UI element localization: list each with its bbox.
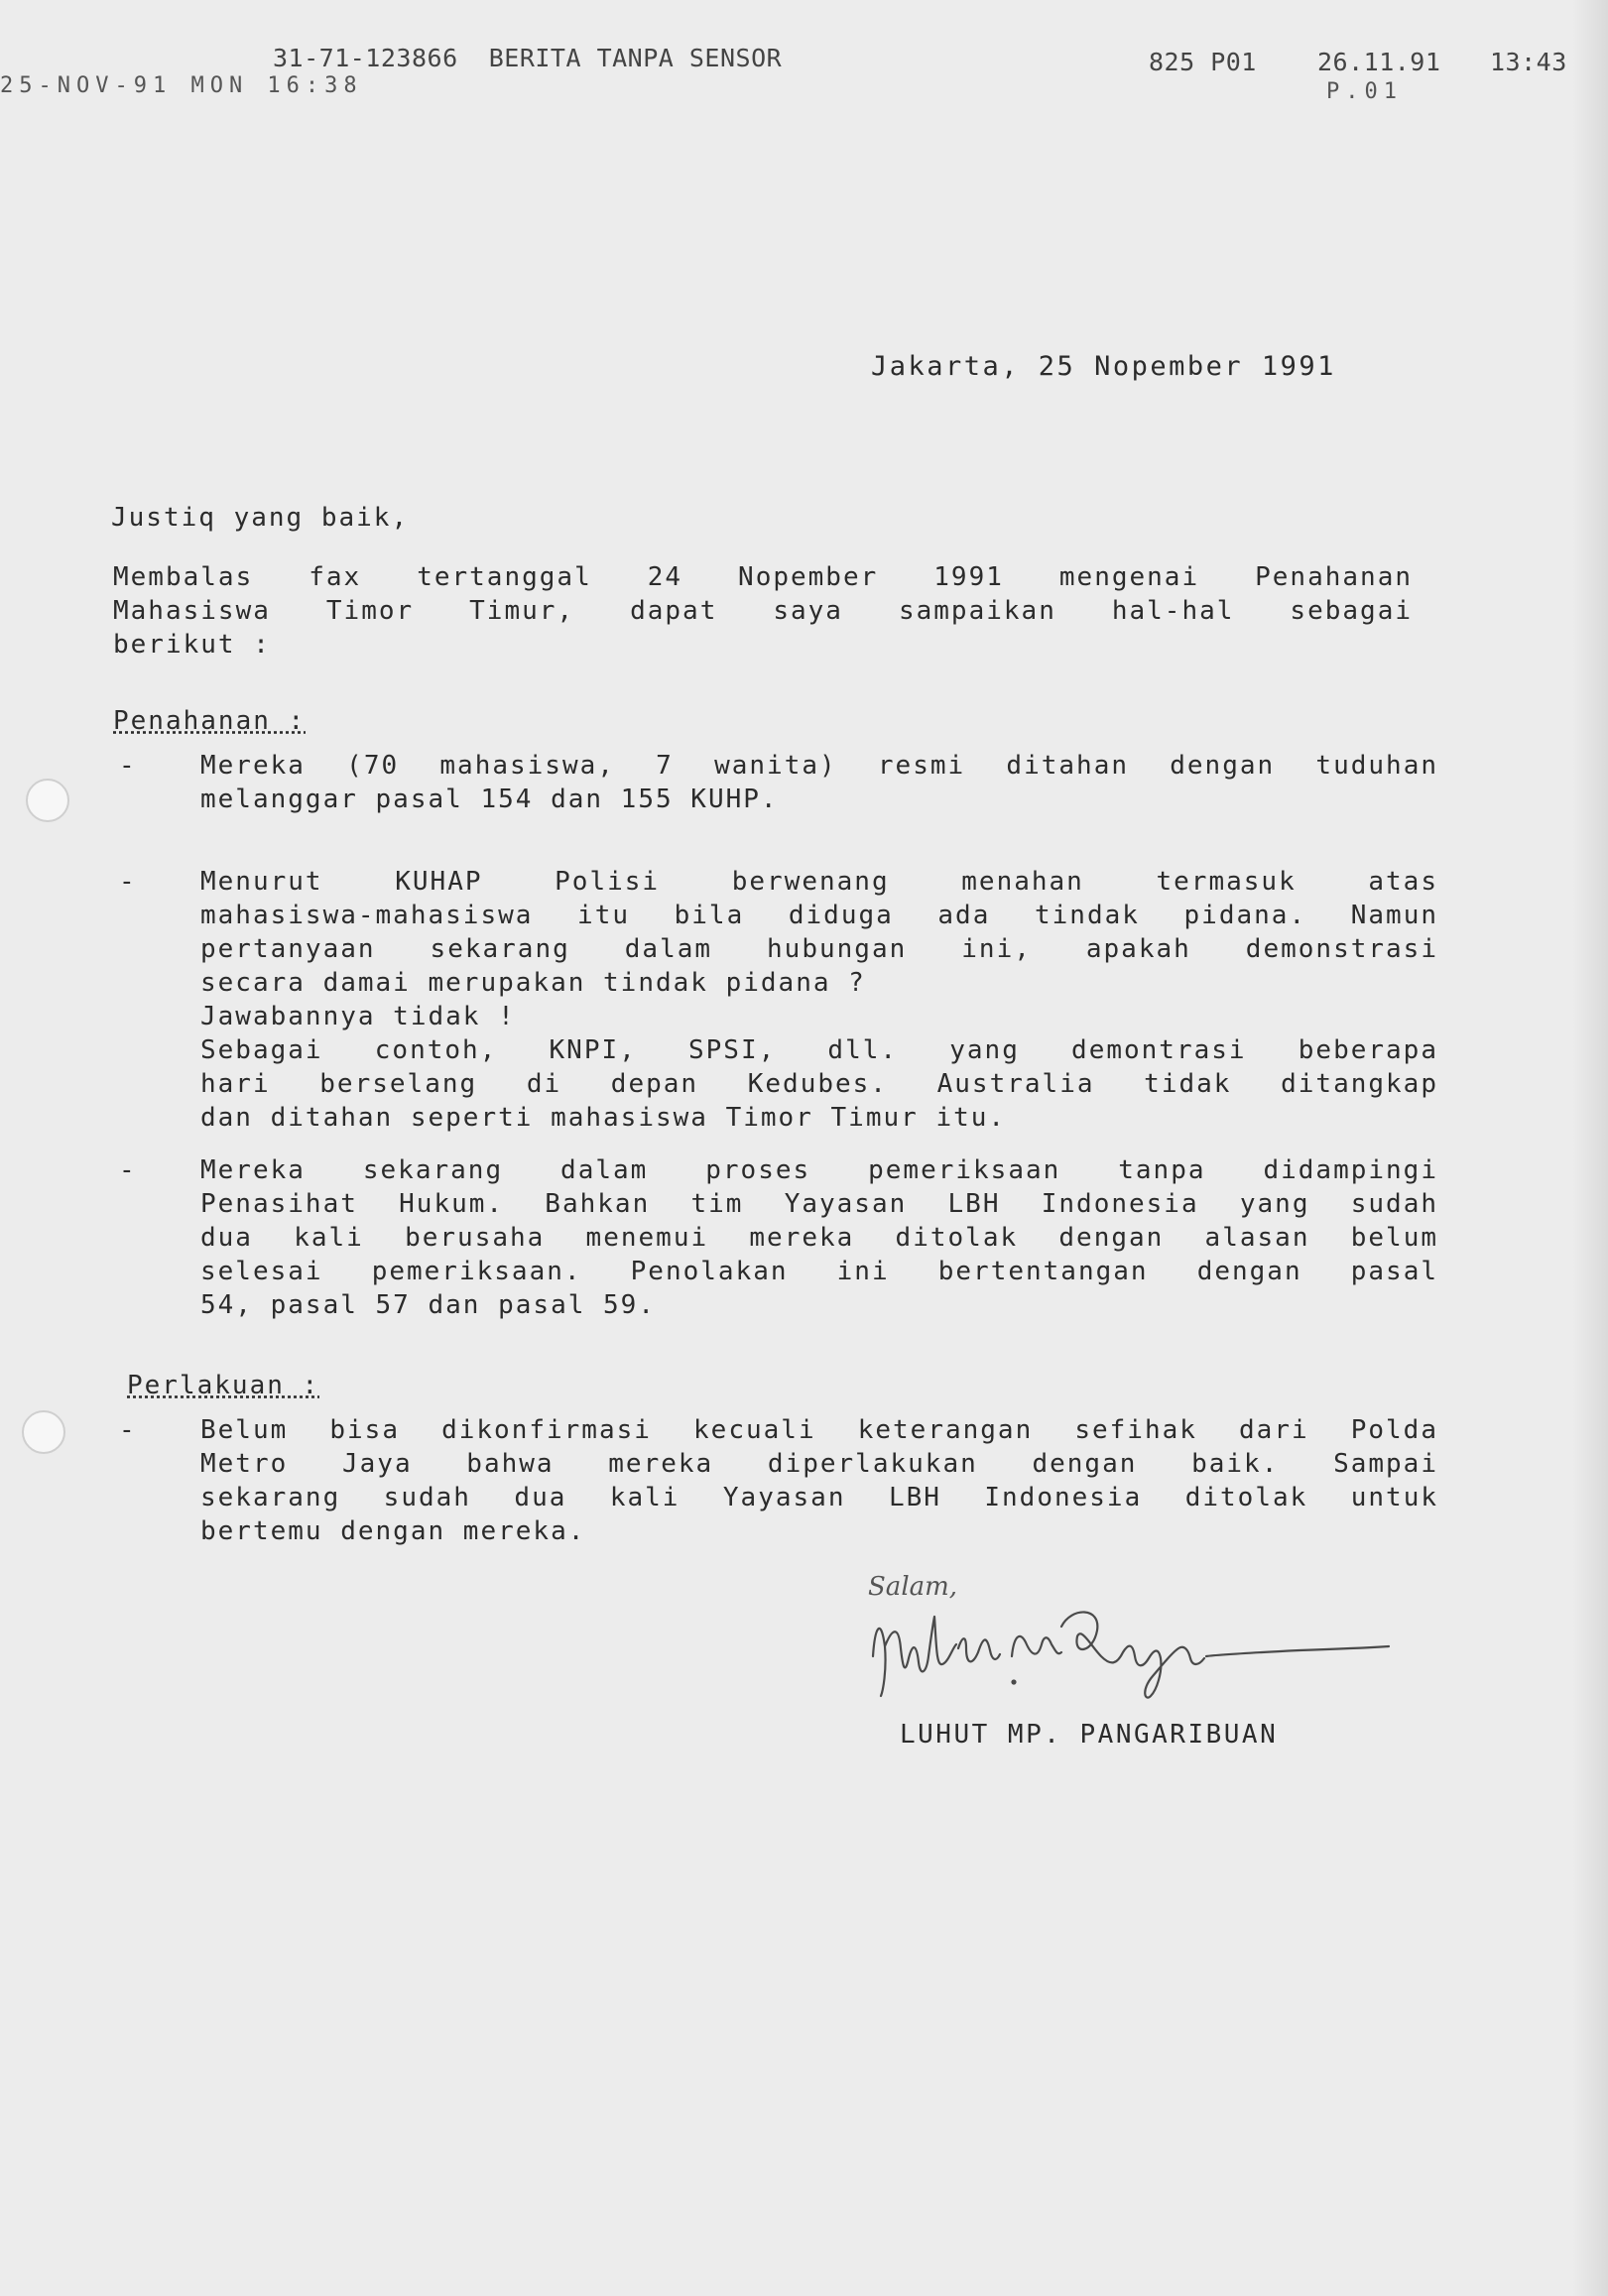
punch-hole [22,1410,65,1454]
bullet-line: Mereka sekarang dalam proses pemeriksaan tanpa didampingi [200,1155,1438,1185]
fax-header-sender: 31-71-123866 BERITA TANPA SENSOR [273,44,783,72]
fax-header-page: P.01 [1326,79,1403,104]
bullet-line: sekarang sudah dua kali Yayasan LBH Indonesia ditolak untuk [200,1483,1438,1512]
bullet-line: hari berselang di depan Kedubes. Australia tidak ditangkap [200,1069,1438,1099]
bullet-line: Penasihat Hukum. Bahkan tim Yayasan LBH Indonesia yang sudah [200,1189,1438,1219]
section-heading-penahanan: Penahanan : [113,706,307,736]
bullet-line: Sebagai contoh, KNPI, SPSI, dll. yang demontrasi beberapa [200,1035,1438,1065]
punch-hole [26,779,69,822]
intro-paragraph [113,560,1413,662]
signature-drawing [863,1587,1419,1716]
signer-name: LUHUT MP. PANGARIBUAN [900,1720,1279,1750]
bullet-dash: - [119,1155,137,1185]
list-item [119,749,1438,816]
bullet-dash: - [119,867,137,897]
bullet-line: Menurut KUHAP Polisi berwenang menahan termasuk atas [200,867,1438,897]
bullet-dash: - [119,751,137,781]
fax-header-time: 13:43 [1490,48,1567,76]
bullet-line: bertemu dengan mereka. [200,1516,586,1546]
bullet-line: secara damai merupakan tindak pidana ? [200,968,866,998]
bullet-line: mahasiswa-mahasiswa itu bila diduga ada tindak pidana. Namun [200,901,1438,930]
closing-salutation: Salam, [868,1572,958,1602]
fax-header-date: 26.11.91 [1317,48,1441,76]
intro-line: Membalas fax tertanggal 24 Nopember 1991 mengenai Penahanan [113,562,1413,592]
bullet-line: dan ditahan seperti mahasiswa Timor Timur itu. [200,1103,1007,1133]
page-edge-shadow [1572,0,1608,2296]
fax-header-timestamp: 25-NOV-91 MON 16:38 [0,73,363,98]
bullet-line: Mereka (70 mahasiswa, 7 wanita) resmi ditahan dengan tuduhan [200,751,1438,781]
bullet-line: Belum bisa dikonfirmasi kecuali keterangan sefihak dari Polda [200,1415,1438,1445]
list-item [119,1153,1438,1322]
bullet-dash: - [119,1415,137,1445]
list-item [119,865,1438,1135]
bullet-line: Metro Jaya bahwa mereka diperlakukan dengan baik. Sampai [200,1449,1438,1479]
bullet-line: Jawabannya tidak ! [200,1002,516,1031]
bullet-line: pertanyaan sekarang dalam hubungan ini, apakah demonstrasi [200,934,1438,964]
bullet-line: dua kali berusaha menemui mereka ditolak dengan alasan belum [200,1223,1438,1253]
bullet-line: selesai pemeriksaan. Penolakan ini bertentangan dengan pasal [200,1257,1438,1286]
bullet-line: melanggar pasal 154 dan 155 KUHP. [200,785,779,814]
intro-line: Mahasiswa Timor Timur, dapat saya sampaikan hal-hal sebagai [113,596,1413,626]
bullet-line: 54, pasal 57 dan pasal 59. [200,1290,656,1320]
intro-line: berikut : [113,630,271,660]
salutation: Justiq yang baik, [111,503,410,533]
list-item [119,1413,1438,1548]
letter-date: Jakarta, 25 Nopember 1991 [871,351,1336,382]
fax-header-code: 825 P01 [1149,48,1257,76]
section-heading-perlakuan: Perlakuan : [127,1371,320,1400]
handwritten-signature [863,1587,1419,1721]
